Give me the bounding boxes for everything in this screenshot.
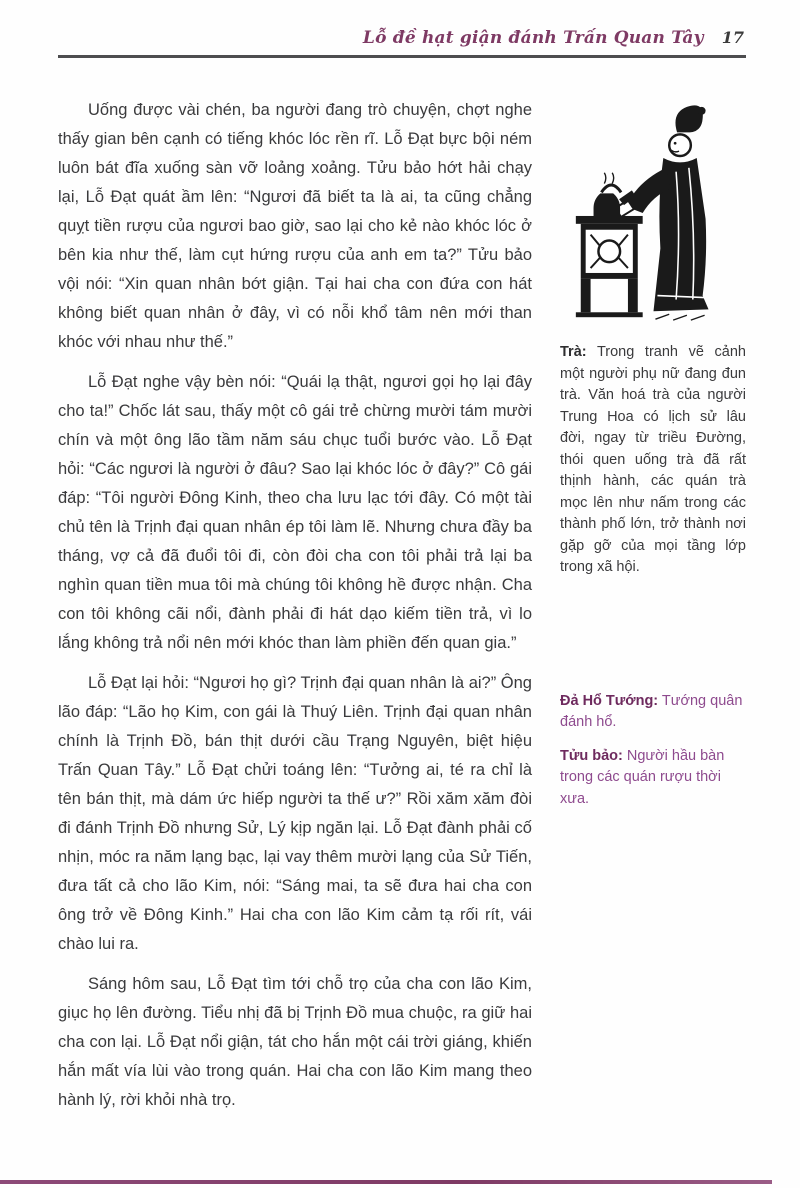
glossary-definition: Người hầu bàn trong các quán rượu thời xưa. bbox=[560, 747, 725, 807]
glossary-term: Tửu bảo: bbox=[560, 747, 623, 764]
illustration-caption bbox=[560, 342, 746, 579]
content-area bbox=[58, 96, 746, 1126]
paragraph-4: Sáng hôm sau, Lỗ Đạt tìm tới chỗ trọ của cha con lão Kim, giục họ lên đường. Tiểu nhị đã bị Trịnh Đồ mua chuộc, ra giữ hai cha con lại. Lỗ Đạt nổi giận, tát cho hắn một cái trời giáng, khiến hắn mất vía lùi vào trong quán. Hai cha con lão Kim mang theo hành lý, rời khỏi nhà trọ. bbox=[58, 975, 532, 1109]
caption-term: Trà: bbox=[560, 344, 587, 360]
glossary-term: Đả Hổ Tướng: bbox=[560, 692, 659, 709]
glossary-entry-da-ho-tuong bbox=[560, 691, 746, 734]
header-rule bbox=[58, 55, 746, 58]
page-number: 17 bbox=[721, 28, 744, 47]
woodcut-illustration bbox=[567, 100, 739, 328]
running-header-title: Lỗ đề hạt giận đánh Trấn Quan Tây bbox=[362, 28, 704, 48]
caption-text: Trong tranh vẽ cảnh một người phụ nữ đang đun trà. Văn hoá trà của người Trung Hoa có lịch sử lâu đời, ngay từ triều Đường, thói quen uống trà đã rất thịnh hành, các quán trà mọc lên như nấm trong các thành phố lớn, trở thành nơi gặp gỡ của mọi tầng lớp trong xã hội. bbox=[560, 344, 746, 575]
glossary bbox=[560, 691, 746, 811]
page-header bbox=[58, 28, 746, 48]
paragraph-3: Lỗ Đạt lại hỏi: “Ngươi họ gì? Trịnh đại quan nhân là ai?” Ông lão đáp: “Lão họ Kim, con gái là Thuý Liên. Trịnh đại quan nhân chính là Trịnh Đồ, bán thịt dưới cầu Trạng Nguyên, biệt hiệu Trấn Quan Tây.” Lỗ Đạt chửi toáng lên: “Tưởng ai, té ra chỉ là tên bán thịt, mà dám ức hiếp người ta thế ư?” Rồi xăm xăm đòi đi đánh Trịnh Đồ nhưng Sử, Lý kịp ngăn lại. Lỗ Đạt đành phải cố nhịn, móc ra năm lạng bạc, lại vay thêm mười lạng của Sử Tiến, đưa tất cả cho lão Kim, nói: “Sáng mai, ta sẽ đưa hai cha con ông trở về Đông Kinh.” Hai cha con lão Kim cảm tạ rối rít, vái chào lui ra. bbox=[58, 674, 532, 953]
glossary-entry-tuu-bao bbox=[560, 746, 746, 811]
body-text-column bbox=[58, 96, 532, 1126]
bottom-rule bbox=[0, 1180, 772, 1184]
tea-scene-woodcut-icon bbox=[567, 100, 739, 328]
paragraph-2: Lỗ Đạt nghe vậy bèn nói: “Quái lạ thật, ngươi gọi họ lại đây cho ta!” Chốc lát sau, thấy một cô gái trẻ chừng mười tám mười chín và một ông lão tầm năm sáu chục tuổi bước vào. Lỗ Đạt hỏi: “Các ngươi là người ở đâu? Sao lại khóc lóc ở đây?” Cô gái đáp: “Tôi người Đông Kinh, theo cha lưu lạc tới đây. Có một tài chủ tên là Trịnh đại quan nhân ép tôi làm lẽ. Nhưng chưa đầy ba tháng, vợ cả đã đuổi tôi đi, còn đòi cha con tôi phải trả lại ba nghìn quan tiền mua tôi mà chúng tôi không hề được nhận. Cha con tôi không cãi nổi, đành phải đi hát dạo kiếm tiền trả, vì lo lắng không trả nổi nên mới khóc than làm phiền đến quan gia.” bbox=[58, 373, 532, 652]
sidebar bbox=[560, 96, 746, 1126]
glossary-definition: Tướng quân đánh hổ. bbox=[560, 692, 743, 730]
paragraph-1: Uống được vài chén, ba người đang trò chuyện, chợt nghe thấy gian bên cạnh có tiếng khóc lóc rền rĩ. Lỗ Đạt bực bội ném luôn bát đĩa xuống sàn vỡ loảng xoảng. Tửu bảo hớt hải chạy lại, Lỗ Đạt quát ầm lên: “Ngươi đã biết ta là ai, ta cũng chẳng quỵt tiền rượu của ngươi bao giờ, sao lại cho kẻ nào khóc lóc ở bên kia như thế, làm cụt hứng rượu của anh em ta?” Tửu bảo vội nói: “Xin quan nhân bớt giận. Tại hai cha con đứa con hát không biết quan nhân ở đây, vì có nỗi khổ tâm nên mới than khóc với nhau như thế.” bbox=[58, 101, 532, 351]
